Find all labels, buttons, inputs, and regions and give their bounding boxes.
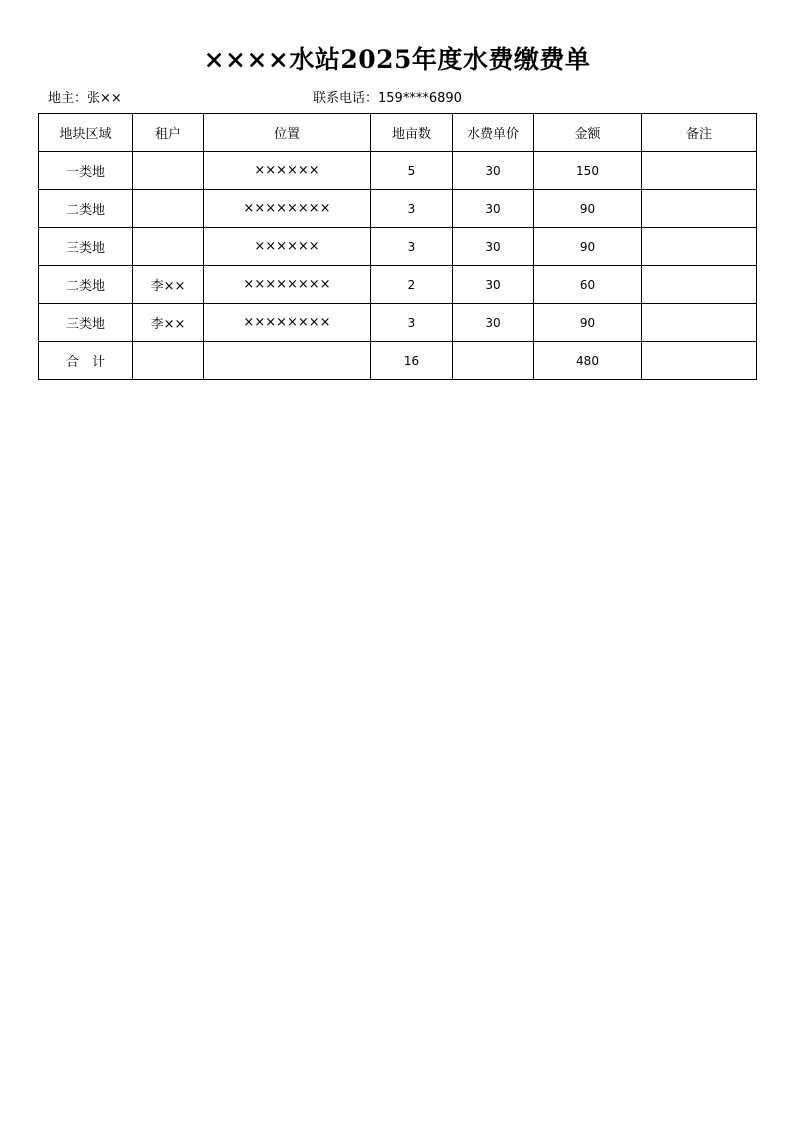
cell-note <box>642 228 757 266</box>
cell-region: 二类地 <box>39 190 133 228</box>
cell-region: 三类地 <box>39 228 133 266</box>
total-tenant <box>133 342 204 380</box>
total-label: 合 计 <box>39 342 133 380</box>
cell-tenant <box>133 152 204 190</box>
header-unit-price: 水费单价 <box>453 114 534 152</box>
cell-location: ×××××××× <box>204 266 371 304</box>
table-row <box>39 152 757 190</box>
cell-unit-price: 30 <box>453 190 534 228</box>
header-area: 地亩数 <box>371 114 453 152</box>
cell-area: 2 <box>371 266 453 304</box>
cell-area: 3 <box>371 228 453 266</box>
cell-unit-price: 30 <box>453 304 534 342</box>
page-title: ××××水站2025年度水费缴费单 <box>203 45 591 74</box>
total-note <box>642 342 757 380</box>
cell-tenant: 李×× <box>133 266 204 304</box>
cell-unit-price: 30 <box>453 152 534 190</box>
table-row <box>39 190 757 228</box>
total-location <box>204 342 371 380</box>
table-header-row <box>39 114 757 152</box>
cell-location: ×××××××× <box>204 190 371 228</box>
cell-amount: 90 <box>534 228 642 266</box>
cell-note <box>642 190 757 228</box>
total-row <box>39 342 757 380</box>
cell-region: 一类地 <box>39 152 133 190</box>
cell-amount: 60 <box>534 266 642 304</box>
water-fee-table <box>38 113 757 380</box>
cell-region: 二类地 <box>39 266 133 304</box>
landlord-info: 地主：张×× <box>48 91 122 106</box>
table-row <box>39 266 757 304</box>
cell-area: 3 <box>371 304 453 342</box>
cell-area: 3 <box>371 190 453 228</box>
header-note: 备注 <box>642 114 757 152</box>
cell-area: 5 <box>371 152 453 190</box>
cell-amount: 150 <box>534 152 642 190</box>
cell-unit-price: 30 <box>453 228 534 266</box>
cell-location: ×××××× <box>204 228 371 266</box>
header-amount: 金额 <box>534 114 642 152</box>
cell-tenant: 李×× <box>133 304 204 342</box>
total-amount: 480 <box>534 342 642 380</box>
cell-unit-price: 30 <box>453 266 534 304</box>
cell-note <box>642 304 757 342</box>
header-location: 位置 <box>204 114 371 152</box>
cell-tenant <box>133 190 204 228</box>
header-tenant: 租户 <box>133 114 204 152</box>
contact-info: 联系电话：159****6890 <box>313 91 462 106</box>
cell-location: ×××××× <box>204 152 371 190</box>
total-unit-price <box>453 342 534 380</box>
table-row <box>39 228 757 266</box>
cell-note <box>642 266 757 304</box>
table-row <box>39 304 757 342</box>
cell-note <box>642 152 757 190</box>
cell-location: ×××××××× <box>204 304 371 342</box>
cell-amount: 90 <box>534 304 642 342</box>
cell-region: 三类地 <box>39 304 133 342</box>
cell-amount: 90 <box>534 190 642 228</box>
header-region: 地块区域 <box>39 114 133 152</box>
cell-tenant <box>133 228 204 266</box>
total-area: 16 <box>371 342 453 380</box>
